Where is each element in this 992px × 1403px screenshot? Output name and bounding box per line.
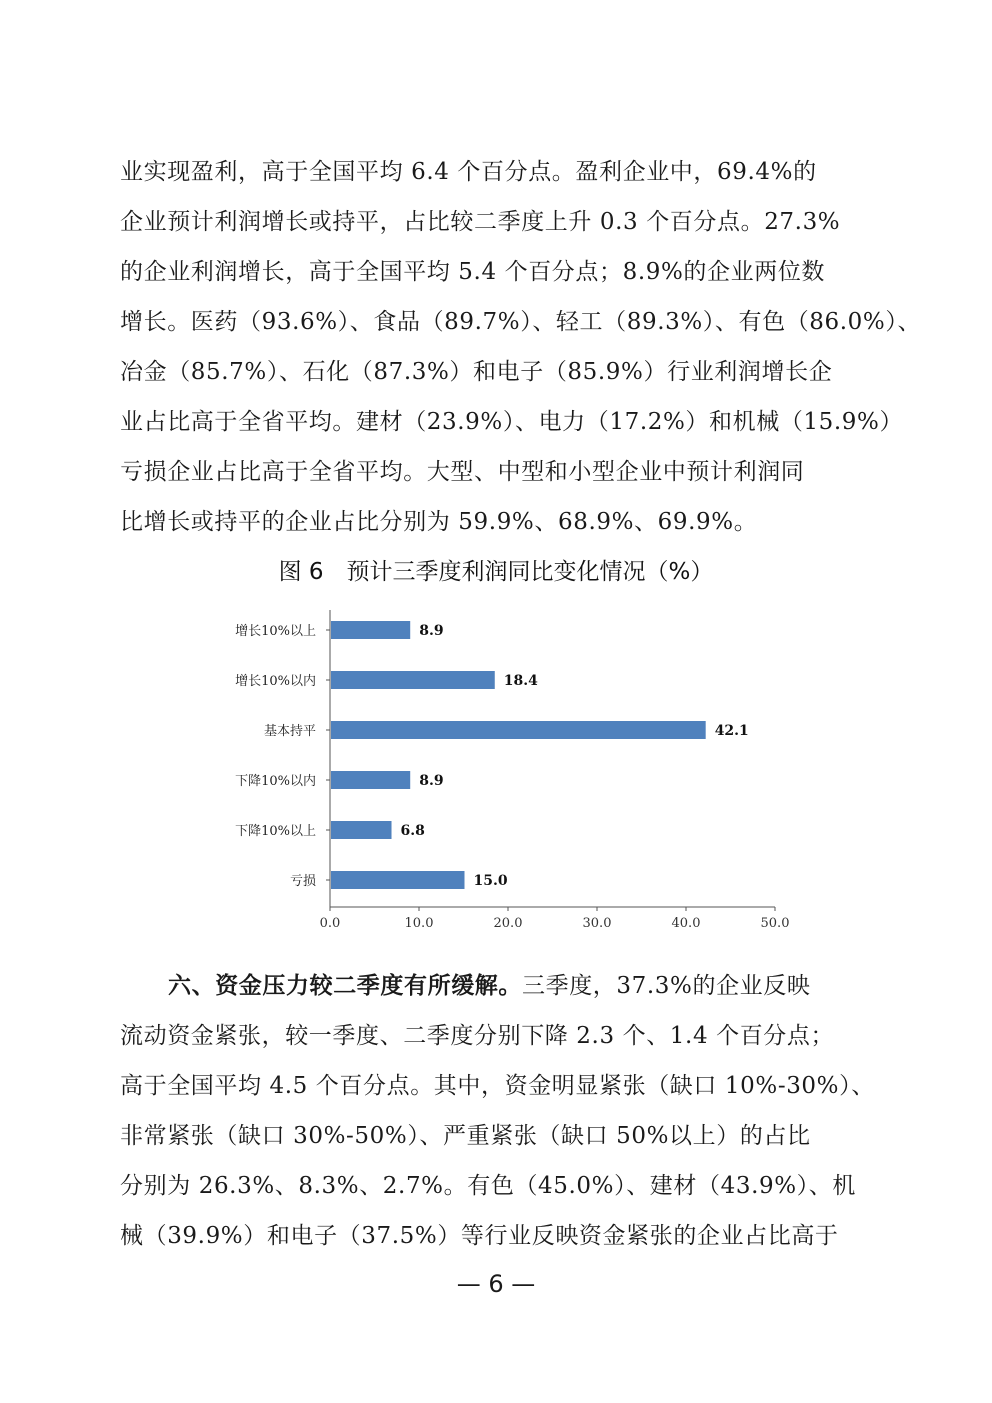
text-line: 增长。医药（93.6%）、食品（89.7%）、轻工（89.3%）、有色（86.0%）、 bbox=[120, 309, 922, 335]
category-label: 增长10%以内 bbox=[235, 674, 316, 689]
value-label: 8.9 bbox=[419, 623, 444, 639]
text-line: 业实现盈利，高于全国平均 6.4 个百分点。盈利企业中，69.4%的 bbox=[120, 159, 817, 185]
paragraph-funding bbox=[120, 961, 875, 1261]
text-line: 的企业利润增长，高于全国平均 5.4 个百分点；8.9%的企业两位数 bbox=[120, 259, 826, 285]
text-line: 亏损企业占比高于全省平均。大型、中型和小型企业中预计利润同 bbox=[120, 459, 805, 485]
x-tick-label: 10.0 bbox=[404, 916, 434, 931]
text-line: 械（39.9%）和电子（37.5%）等行业反映资金紧张的企业占比高于 bbox=[120, 1223, 839, 1249]
bar bbox=[331, 771, 410, 789]
x-tick-label: 30.0 bbox=[582, 916, 612, 931]
text-line: 流动资金紧张，较一季度、二季度分别下降 2.3 个、1.4 个百分点； bbox=[120, 1023, 835, 1049]
figure-title: 图 6 预计三季度利润同比变化情况（%） bbox=[278, 559, 714, 585]
text-line: 分别为 26.3%、8.3%、2.7%。有色（45.0%）、建材（43.9%）、机 bbox=[120, 1173, 856, 1199]
x-tick-label: 0.0 bbox=[319, 916, 341, 931]
category-label: 亏损 bbox=[289, 874, 316, 889]
value-label: 8.9 bbox=[419, 773, 444, 789]
text-line: 冶金（85.7%）、石化（87.3%）和电子（85.9%）行业利润增长企 bbox=[120, 359, 833, 385]
text-line: 高于全国平均 4.5 个百分点。其中，资金明显紧张（缺口 10%-30%）、 bbox=[120, 1073, 875, 1099]
text-line-first bbox=[120, 961, 872, 1011]
category-label: 下降10%以上 bbox=[235, 824, 316, 839]
bar bbox=[331, 721, 706, 739]
value-label: 15.0 bbox=[473, 873, 508, 889]
text-line: 比增长或持平的企业占比分别为 59.9%、68.9%、69.9%。 bbox=[120, 509, 758, 535]
paragraph-profit bbox=[120, 147, 922, 547]
text-line: 非常紧张（缺口 30%-50%）、严重紧张（缺口 50%以上）的占比 bbox=[120, 1123, 811, 1149]
bar bbox=[331, 621, 410, 639]
section-heading: 六、资金压力较二季度有所缓解。 bbox=[168, 973, 522, 999]
value-label: 6.8 bbox=[400, 823, 425, 839]
value-label: 42.1 bbox=[714, 723, 749, 739]
value-label: 18.4 bbox=[503, 673, 538, 689]
bar bbox=[331, 871, 465, 889]
bar bbox=[331, 821, 392, 839]
text-line: 企业预计利润增长或持平，占比较二季度上升 0.3 个百分点。27.3% bbox=[120, 209, 841, 235]
x-tick-label: 20.0 bbox=[493, 916, 523, 931]
bar-chart bbox=[155, 597, 837, 949]
category-label: 增长10%以上 bbox=[235, 624, 316, 639]
x-tick-label: 40.0 bbox=[671, 916, 701, 931]
text-span: 三季度，37.3%的企业反映 bbox=[522, 973, 811, 999]
bar bbox=[331, 671, 495, 689]
x-tick-label: 50.0 bbox=[760, 916, 790, 931]
text-line: 业占比高于全省平均。建材（23.9%）、电力（17.2%）和机械（15.9%） bbox=[120, 409, 904, 435]
category-label: 基本持平 bbox=[263, 724, 316, 739]
page-number: — 6 — bbox=[456, 1270, 536, 1298]
category-label: 下降10%以内 bbox=[235, 774, 316, 789]
chart-container bbox=[155, 597, 837, 949]
